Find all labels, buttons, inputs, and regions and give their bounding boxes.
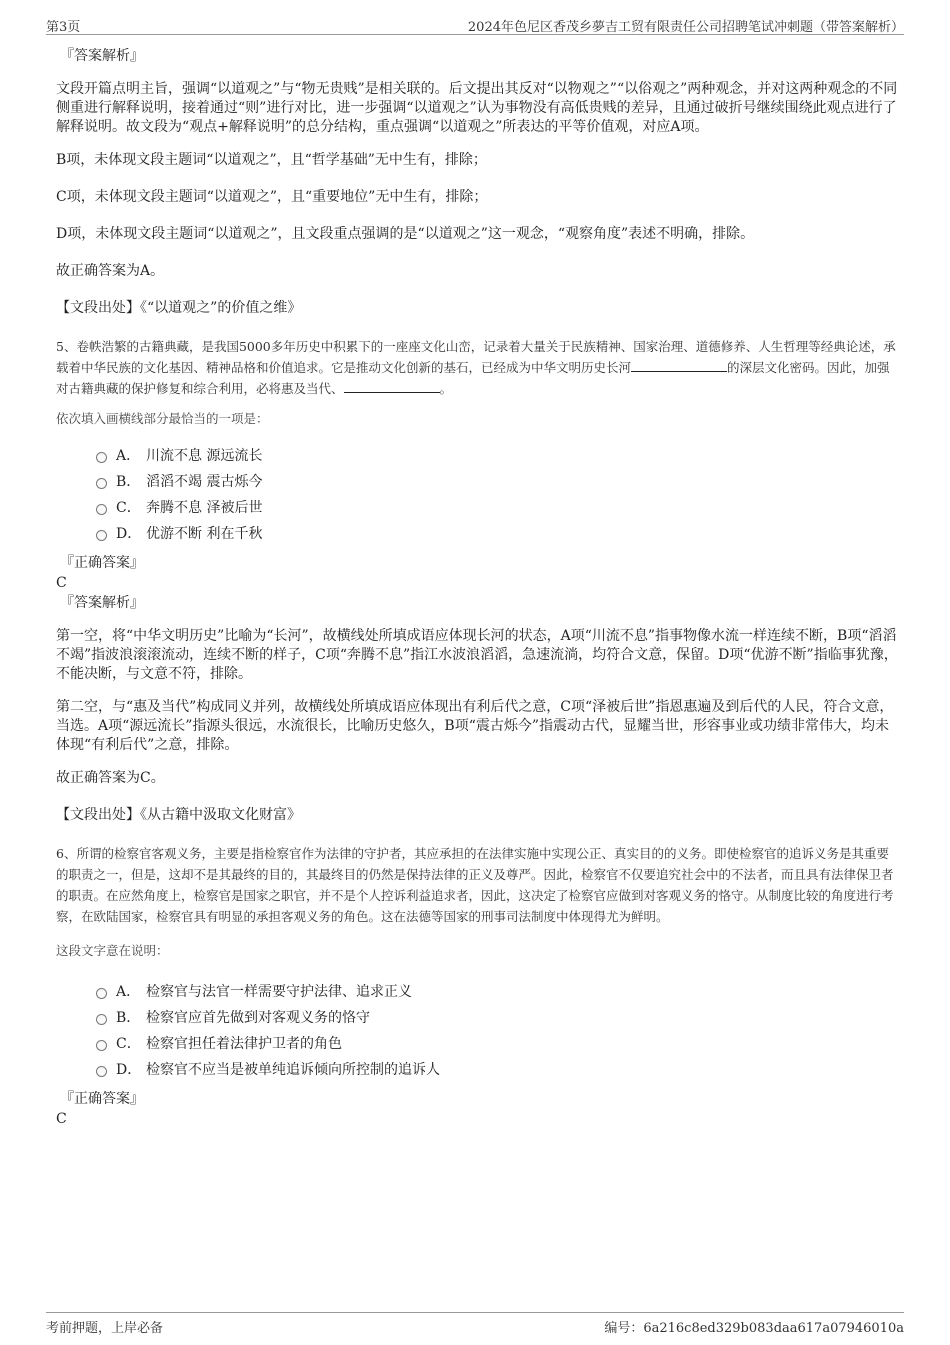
option-key: B． [116, 474, 141, 490]
q4-analysis-paragraph: B项，未体现文段主题词“以道观之”，且“哲学基础”无中生有，排除； [56, 152, 487, 168]
q5-analysis-paragraph: 第一空，将“中华文明历史”比喻为“长河”，故横线处所填成语应体现长河的状态，A项“川流不息”指事物像水流一样连续不断，B项“滔滔不竭”指波浪滚滚流动，连续不断的样子，C项“奔腾不息”指江水波浪滔滔，急速流淌，均符合文意，保留。D项“优游不断”指临事犹豫，不能决断，与文意不符，排除。 [56, 628, 898, 682]
page-number: 第3页 [46, 20, 81, 35]
q4-analysis-paragraph: C项，未体现文段主题词“以道观之”，且“重要地位”无中生有，排除； [56, 189, 488, 205]
q4-source: 【文段出处】《“以道观之”的价值之维》 [56, 300, 302, 316]
document-body [56, 46, 898, 1129]
q4-analysis-paragraph: D项，未体现文段主题词“以道观之”，且文段重点强调的是“以道观之”这一观念，“观察角度”表述不明确，排除。 [56, 226, 755, 242]
q5-option-d[interactable] [96, 521, 898, 547]
option-key: C． [116, 500, 141, 516]
page-header [46, 14, 904, 35]
q4-answer-summary: 故正确答案为A。 [56, 263, 165, 279]
q6-question-text: 6、所谓的检察官客观义务，主要是指检察官作为法律的守护者，其应承担的在法律实施中实现公正、真实目的的义务。即使检察官的追诉义务是其重要的职责之一，但是，这却不是其最终的目的，其最终目的仍然是保持法律的正义及尊严。因此，检察官不仅要追究社会中的不法者，而且具有法律保卫者的职责。在应然角度上，检察官是国家之职官，并不是个人控诉利益追求者，因此，这决定了检察官应做到对客观义务的恪守。从制度比较的角度进行考察，在欧陆国家，检察官具有明显的承担客观义务的角色。这在法德等国家的刑事司法制度中体现得尤为鲜明。 [56, 846, 894, 924]
q6-option-a[interactable] [96, 979, 898, 1005]
q6-option-c[interactable] [96, 1031, 898, 1057]
option-text: 川流不息 源远流长 [146, 448, 263, 464]
q4-analysis-label: 『答案解析』 [60, 48, 144, 64]
q6-option-b[interactable] [96, 1005, 898, 1031]
radio-icon[interactable] [96, 1040, 107, 1051]
radio-icon[interactable] [96, 478, 107, 489]
option-key: D． [116, 1062, 142, 1078]
radio-icon[interactable] [96, 504, 107, 515]
q5-source: 【文段出处】《从古籍中汲取文化财富》 [56, 807, 301, 823]
footer-slogan: 考前押题，上岸必备 [46, 1321, 164, 1336]
option-key: D． [116, 526, 142, 542]
option-key: A． [116, 984, 141, 1000]
q5-prompt: 依次填入画横线部分最恰当的一项是： [56, 411, 269, 426]
q5-correct-label: 『正确答案』 [60, 555, 144, 571]
option-text: 检察官担任着法律护卫者的角色 [146, 1036, 342, 1052]
q5-answer-summary: 故正确答案为C。 [56, 770, 165, 786]
q6-options [96, 979, 898, 1083]
q5-blank-2 [344, 380, 440, 393]
radio-icon[interactable] [96, 988, 107, 999]
option-text: 检察官不应当是被单纯追诉倾向所控制的追诉人 [146, 1062, 440, 1078]
q5-option-c[interactable] [96, 495, 898, 521]
q6-prompt: 这段文字意在说明： [56, 943, 169, 958]
radio-icon[interactable] [96, 530, 107, 541]
q5-text-part1: 5、卷帙浩繁的古籍典藏，是我国5000多年历史中积累下的一座座文化山峦，记录着大量关于民族精神、国家治理、道德修养、人生哲理等经典论述，承载着中华民族的文化基因、精神品格和价值追求。它是推动文化创新的基石，已经成为中华文明历史长河 [56, 339, 896, 375]
q5-analysis-label: 『答案解析』 [60, 595, 144, 611]
document-code: 编号：6a216c8ed329b083daa617a07946010a [604, 1321, 904, 1336]
q6-correct-answer: C [56, 1111, 67, 1127]
q5-text-part2: 的深层文化密码。因此，加强对古籍典藏的保护修复和综合利用，必将惠及当代、 [56, 360, 890, 396]
q5-options [96, 443, 898, 547]
q5-text-part3: 。 [439, 381, 453, 396]
q4-analysis-paragraph: 文段开篇点明主旨，强调“以道观之”与“物无贵贱”是相关联的。后文提出其反对“以物观之”“以俗观之”两种观念，并对这两种观念的不同侧重进行解释说明，接着通过“则”进行对比，进一步强调“以道观之”认为事物没有高低贵贱的差异，且通过破折号继续围绕此观点进行了解释说明。故文段为“观点+解释说明”的总分结构，重点强调“以道观之”所表达的平等价值观，对应A项。 [56, 81, 898, 135]
q6-option-d[interactable] [96, 1057, 898, 1083]
document-title: 2024年色尼区香茂乡夢吉工贸有限责任公司招聘笔试冲刺题（带答案解析） [467, 20, 904, 35]
q6-correct-label: 『正确答案』 [60, 1091, 144, 1107]
option-key: B． [116, 1010, 141, 1026]
option-text: 优游不断 利在千秋 [146, 526, 263, 542]
q5-blank-1 [631, 359, 727, 372]
q5-question-text [56, 336, 898, 399]
q5-correct-answer: C [56, 575, 67, 591]
option-text: 奔腾不息 泽被后世 [146, 500, 263, 516]
option-text: 检察官与法官一样需要守护法律、追求正义 [146, 984, 412, 1000]
option-text: 检察官应首先做到对客观义务的恪守 [146, 1010, 370, 1026]
radio-icon[interactable] [96, 452, 107, 463]
radio-icon[interactable] [96, 1014, 107, 1025]
page-footer [46, 1312, 904, 1337]
q5-analysis-paragraph: 第二空，与“惠及当代”构成同义并列，故横线处所填成语应体现出有利后代之意，C项“泽被后世”指恩惠遍及到后代的人民，符合文意，当选。A项“源远流长”指源头很远，水流很长，比喻历史悠久，B项“震古烁今”指震动古代，显耀当世，形容事业或功绩非常伟大，均未体现“有利后代”之意，排除。 [56, 699, 894, 753]
option-text: 滔滔不竭 震古烁今 [146, 474, 263, 490]
radio-icon[interactable] [96, 1066, 107, 1077]
option-key: A． [116, 448, 141, 464]
option-key: C． [116, 1036, 141, 1052]
q5-option-a[interactable] [96, 443, 898, 469]
q5-option-b[interactable] [96, 469, 898, 495]
